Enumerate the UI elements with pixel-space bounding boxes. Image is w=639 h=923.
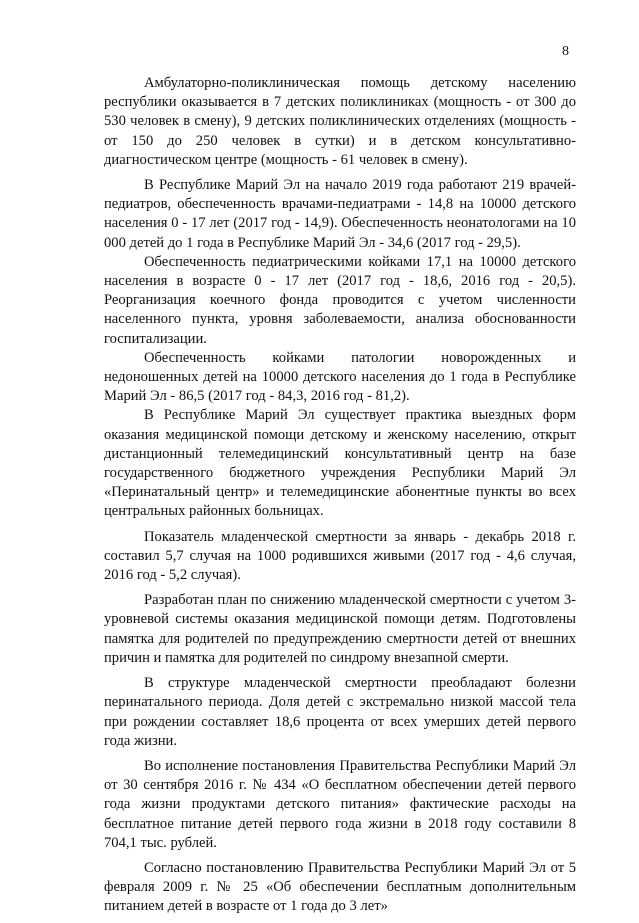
paragraph-mortality-structure: В структуре младенческой смертности преобладают болезни перинатального периода. Доля детей с экстремально низкой массой тела при рождении составляет 18,6 процента от всех умерших детей первого года жизни. <box>104 675 576 749</box>
paragraph-telemedicine: В Республике Марий Эл существует практика выездных форм оказания медицинской помощи детскому и женскому населению, открыт дистанционный телемедицинский консультативный центр на базе государственного бюджетного учреждения Республики Марий Эл «Перинатальный центр» и телемедицинские абонентные пункты во всех центральных районных больницах. <box>104 407 576 520</box>
paragraph-mortality-plan: Разработан план по снижению младенческой смертности с учетом 3-уровневой системы оказания медицинской помощи детям. Подготовлены памятка для родителей по предупреждению смертности детей от внешних причин и памятка для родителей по синдрому внезапной смерти. <box>104 592 576 666</box>
paragraph-pediatric-beds: Обеспеченность педиатрическими койками 17,1 на 10000 детского населения в возрасте 0 - 17 лет (2017 год - 18,6, 2016 год - 20,5). Реорганизация коечного фонда проводится с учетом численности населенного пункта, уровня заболеваемости, анализа обоснованности госпитализации. <box>104 253 576 347</box>
paragraph-pediatricians: В Республике Марий Эл на начало 2019 года работают 219 врачей-педиатров, обеспеченность врачами-педиатрами - 14,8 на 10000 детского населения 0 - 17 лет (2017 год - 14,9). Обеспеченность неонатологами на 10 000 детей до 1 года в Республике Марий Эл - 34,6 (2017 год - 29,5). <box>104 177 576 251</box>
paragraph-additional-nutrition: Согласно постановлению Правительства Республики Марий Эл от 5 февраля 2009 г. № 25 «Об обеспечении бесплатным дополнительным питанием детей в возрасте от 1 года до 3 лет» <box>104 859 576 915</box>
paragraph-outpatient-care: Амбулаторно-поликлиническая помощь детскому населению республики оказывается в 7 детских поликлиниках (мощность - от 300 до 530 человек в смену), 9 детских поликлинических отделениях (мощность - от 150 до 250 человек в сутки) и в детском консультативно-диагностическом центре (мощность - 61 человек в смену). <box>104 75 576 168</box>
paragraph-infant-mortality: Показатель младенческой смертности за январь - декабрь 2018 г. составил 5,7 случая на 1000 родившихся живыми (2017 год - 4,6 случая, 2016 год - 5,2 случая). <box>104 528 576 584</box>
document-body <box>104 74 576 923</box>
paragraph-infant-nutrition: Во исполнение постановления Правительства Республики Марий Эл от 30 сентября 2016 г. № 434 «О бесплатном обеспечении детей первого года жизни продуктами детского питания» фактические расходы на бесплатное питание детей первого года жизни в 2018 году составили 8 704,1 тыс. рублей. <box>104 757 576 851</box>
page-number: 8 <box>562 44 569 59</box>
paragraph-neonatal-beds: Обеспеченность койками патологии новорожденных и недоношенных детей на 10000 детского населения до 1 года в Республике Марий Эл - 86,5 (2017 год - 84,3, 2016 год - 81,2). <box>104 349 576 405</box>
